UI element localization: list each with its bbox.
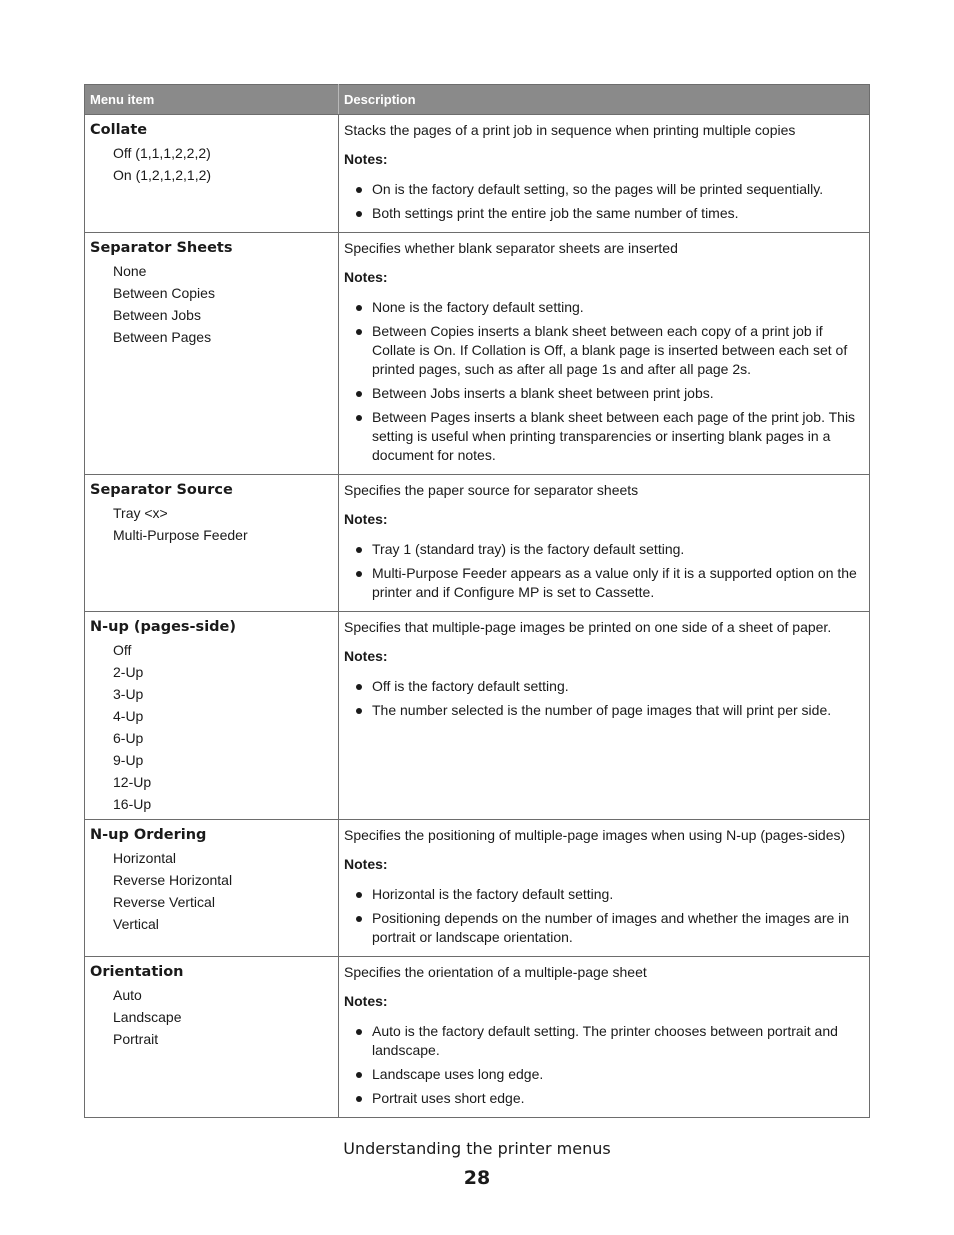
notes-label: Notes: — [344, 993, 388, 1009]
header-menu-item: Menu item — [85, 85, 339, 115]
description-text: Specifies the positioning of multiple-page images when using N-up (pages-sides) — [344, 827, 846, 843]
note-item: Between Jobs inserts a blank sheet between print jobs. — [344, 384, 864, 403]
description-text: Specifies the orientation of a multiple-page sheet — [344, 964, 647, 980]
description-text: Specifies the paper source for separator sheets — [344, 482, 639, 498]
menu-item-title: Separator Source — [90, 482, 233, 498]
menu-item-cell — [85, 612, 339, 820]
description-cell — [339, 957, 870, 1118]
note-item: Multi-Purpose Feeder appears as a value only if it is a supported option on the printer and if Configure MP is set to Cassette. — [344, 564, 864, 602]
note-item: Auto is the factory default setting. The printer chooses between portrait and landscape. — [344, 1022, 864, 1060]
menu-item-title: Orientation — [90, 964, 184, 980]
table-header-row — [85, 85, 870, 115]
menu-item-cell — [85, 115, 339, 233]
menu-item-option: Portrait — [113, 1031, 159, 1047]
menu-item-option: 3-Up — [113, 686, 144, 702]
menu-item-option: Reverse Horizontal — [113, 872, 233, 888]
note-item: Off is the factory default setting. — [344, 677, 864, 696]
header-description: Description — [339, 85, 870, 115]
note-item: Horizontal is the factory default setting. — [344, 885, 864, 904]
description-cell — [339, 475, 870, 612]
menu-item-title: Collate — [90, 122, 148, 138]
menu-item-option: Reverse Vertical — [113, 894, 215, 910]
footer-title: Understanding the printer menus — [343, 1139, 611, 1158]
description-cell — [339, 612, 870, 820]
menu-item-option: 16-Up — [113, 796, 152, 812]
note-item: Both settings print the entire job the same number of times. — [344, 204, 864, 223]
note-item: Portrait uses short edge. — [344, 1089, 864, 1108]
note-item: The number selected is the number of page images that will print per side. — [344, 701, 864, 720]
description-text: Specifies whether blank separator sheets are inserted — [344, 240, 678, 256]
note-item: None is the factory default setting. — [344, 298, 864, 317]
table-row — [85, 233, 870, 475]
description-cell — [339, 115, 870, 233]
table-row — [85, 115, 870, 233]
menu-item-option: Between Copies — [113, 285, 215, 301]
menu-item-option: Horizontal — [113, 850, 177, 866]
note-item: Positioning depends on the number of images and whether the images are in portrait or landscape orientation. — [344, 909, 864, 947]
note-item: On is the factory default setting, so the pages will be printed sequentially. — [344, 180, 864, 199]
description-text: Specifies that multiple-page images be printed on one side of a sheet of paper. — [344, 619, 832, 635]
notes-label: Notes: — [344, 511, 388, 527]
menu-item-title: N-up (pages-side) — [90, 619, 236, 635]
menu-item-option: Landscape — [113, 1009, 182, 1025]
menu-item-option: 12-Up — [113, 774, 152, 790]
notes-list — [344, 298, 864, 465]
description-cell — [339, 820, 870, 957]
menu-table — [84, 84, 870, 1118]
notes-list — [344, 540, 864, 602]
table-row — [85, 820, 870, 957]
menu-item-option: None — [113, 263, 147, 279]
menu-item-option: Tray <x> — [113, 505, 168, 521]
menu-item-cell — [85, 233, 339, 475]
note-item: Tray 1 (standard tray) is the factory default setting. — [344, 540, 864, 559]
notes-list — [344, 677, 864, 720]
menu-item-option: 9-Up — [113, 752, 144, 768]
menu-item-option: Auto — [113, 987, 142, 1003]
menu-item-option: Off — [113, 642, 132, 658]
table-row — [85, 475, 870, 612]
description-cell — [339, 233, 870, 475]
menu-item-cell — [85, 820, 339, 957]
notes-label: Notes: — [344, 151, 388, 167]
menu-item-title: N-up Ordering — [90, 827, 207, 843]
menu-item-option: Between Jobs — [113, 307, 201, 323]
menu-item-option: 4-Up — [113, 708, 144, 724]
menu-item-option: Multi-Purpose Feeder — [113, 527, 248, 543]
notes-list — [344, 1022, 864, 1108]
table-row — [85, 957, 870, 1118]
note-item: Landscape uses long edge. — [344, 1065, 864, 1084]
menu-item-option: On (1,2,1,2,1,2) — [113, 167, 212, 183]
menu-item-title: Separator Sheets — [90, 240, 233, 256]
table-body — [85, 115, 870, 1118]
page-number: 28 — [463, 1167, 491, 1189]
description-text: Stacks the pages of a print job in sequence when printing multiple copies — [344, 122, 796, 138]
notes-label: Notes: — [344, 856, 388, 872]
menu-item-option: Off (1,1,1,2,2,2) — [113, 145, 211, 161]
note-item: Between Copies inserts a blank sheet between each copy of a print job if Collate is On. If Collation is Off, a blank page is inserted between each set of printed pages, such as after all page 1s and after all page 2s. — [344, 322, 864, 379]
menu-item-option: Vertical — [113, 916, 159, 932]
menu-item-option: Between Pages — [113, 329, 212, 345]
note-item: Between Pages inserts a blank sheet between each page of the print job. This setting is useful when printing transparencies or inserting blank pages in a document for notes. — [344, 408, 864, 465]
notes-list — [344, 885, 864, 947]
table-row — [85, 612, 870, 820]
menu-item-cell — [85, 475, 339, 612]
menu-item-cell — [85, 957, 339, 1118]
notes-label: Notes: — [344, 269, 388, 285]
menu-item-option: 6-Up — [113, 730, 144, 746]
notes-list — [344, 180, 864, 223]
menu-item-option: 2-Up — [113, 664, 144, 680]
notes-label: Notes: — [344, 648, 388, 664]
